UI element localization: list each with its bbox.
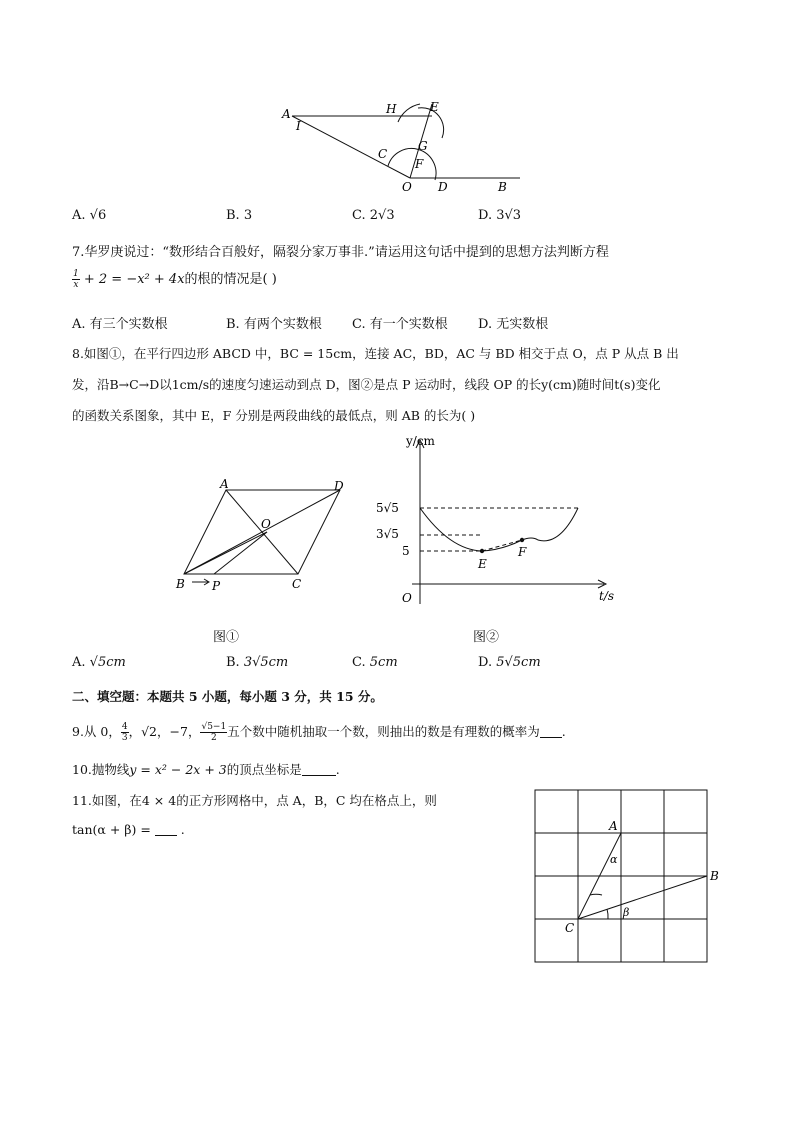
q9-prefix: 9.从 0，: [72, 724, 121, 739]
q10-suffix: 的顶点坐标是: [226, 762, 302, 777]
arc-cd: [388, 148, 436, 180]
q11-end: .: [180, 822, 185, 837]
y-axis-label: y/cm: [406, 434, 435, 448]
option-letter: B.: [226, 655, 240, 670]
q11-expression: tan(α + β) =: [72, 822, 151, 837]
q7-fraction: [72, 269, 80, 290]
frac-num: √5−1: [201, 722, 227, 732]
q7-option-d[interactable]: [478, 313, 548, 332]
q6-option-a[interactable]: [72, 208, 106, 223]
label-h: H: [386, 102, 397, 116]
label-e: E: [478, 557, 487, 571]
label-a: A: [220, 477, 229, 491]
label-f: F: [518, 545, 527, 559]
option-value: 3: [243, 208, 253, 223]
x-axis-label: t/s: [599, 589, 615, 603]
q11-grid-figure: [530, 786, 730, 968]
label-d: D: [334, 479, 344, 493]
option-value: 3√5cm: [243, 655, 289, 670]
frac-den: 3: [121, 733, 128, 743]
q8-option-a[interactable]: [72, 655, 126, 670]
q7-option-b[interactable]: [226, 313, 322, 332]
q8-figure-1: [170, 476, 360, 596]
angle-beta-arc: [607, 909, 608, 919]
option-letter: D.: [478, 655, 493, 670]
q10-end: .: [335, 762, 340, 777]
label-i: I: [296, 119, 301, 133]
option-letter: D.: [478, 317, 493, 332]
label-f: F: [415, 157, 424, 171]
segment-cb: [578, 876, 707, 919]
section-2-heading: 二、填空题：本题共 5 小题，每小题 3 分，共 15 分。: [72, 689, 383, 704]
q9-fraction-1: [121, 722, 129, 743]
label-e: E: [430, 100, 439, 114]
q11-stem-line2: [72, 822, 185, 837]
q7-tail: 的根的情况是( ): [184, 272, 277, 287]
q6-option-d[interactable]: [478, 208, 521, 223]
label-b: B: [176, 577, 185, 591]
q6-figure: [270, 94, 530, 198]
point-e: [480, 549, 484, 553]
option-letter: A.: [72, 655, 86, 670]
label-g: G: [418, 139, 428, 153]
diagonal-bd: [184, 490, 340, 574]
option-value: 5√5cm: [496, 655, 541, 670]
option-text: 有一个实数根: [369, 317, 448, 332]
option-value: 5cm: [369, 655, 398, 670]
y-tick-5: 5: [402, 544, 410, 558]
q10-prefix: 10.抛物线: [72, 762, 130, 777]
q10-stem: [72, 760, 340, 778]
label-b: B: [498, 180, 507, 194]
label-beta: β: [623, 906, 630, 919]
graph-curve: [420, 508, 578, 551]
label-b: B: [710, 869, 719, 883]
y-tick-3root5: 3√5: [376, 527, 399, 541]
guide-ef: [482, 540, 522, 551]
arc-h: [398, 104, 420, 122]
option-letter: C.: [352, 317, 366, 332]
option-letter: B.: [226, 208, 240, 223]
label-a: A: [282, 107, 291, 121]
option-value: 3√3: [496, 208, 522, 223]
q10-answer-blank[interactable]: [302, 763, 336, 776]
option-text: 有三个实数根: [89, 317, 168, 332]
frac-num: 4: [121, 722, 128, 732]
label-a: A: [609, 819, 618, 833]
option-letter: B.: [226, 317, 240, 332]
grid-lines: [535, 790, 707, 962]
q7-option-a[interactable]: [72, 313, 168, 332]
option-letter: A.: [72, 208, 86, 223]
frac-num: 1: [73, 269, 79, 279]
option-value: √5cm: [89, 655, 126, 670]
frac-den: x: [73, 280, 79, 290]
label-d: D: [438, 180, 448, 194]
q8-fig1-caption: 图①: [213, 630, 240, 645]
origin-label: O: [402, 591, 412, 605]
segment-po: [184, 532, 267, 574]
q9-mid: ，√2，−7，: [128, 724, 201, 739]
q11-answer-blank[interactable]: [155, 823, 177, 836]
q8-figure-2: [372, 432, 622, 610]
option-letter: C.: [352, 208, 366, 223]
q7-option-c[interactable]: [352, 313, 448, 332]
angle-alpha-arc: [590, 894, 602, 895]
label-c: C: [565, 921, 575, 935]
label-c: C: [378, 147, 388, 161]
option-text: 无实数根: [496, 317, 549, 332]
frac-den: 2: [210, 733, 217, 743]
q8-stem-line2: 发，沿B→C→D以1cm/s的速度匀速运动到点 D，图②是点 P 运动时，线段 OP 的长y(cm)随时间t(s)变化: [72, 377, 661, 392]
q7-equation: + 2 = −x² + 4x: [83, 272, 185, 287]
q7-stem-line1: 7.华罗庚说过：“数形结合百般好，隔裂分家万事非.”请运用这句话中提到的思想方法判断方程: [72, 245, 609, 260]
point-f: [520, 538, 524, 542]
option-value: 2√3: [369, 208, 395, 223]
q8-option-c[interactable]: [352, 655, 398, 670]
q6-option-b[interactable]: [226, 208, 252, 223]
q9-fraction-2: [200, 722, 227, 743]
label-o: O: [402, 180, 412, 194]
q6-option-c[interactable]: [352, 208, 395, 223]
q9-answer-blank[interactable]: [540, 725, 562, 738]
option-text: 有两个实数根: [243, 317, 322, 332]
option-letter: C.: [352, 655, 366, 670]
label-alpha: α: [610, 853, 618, 866]
segment-ao: [292, 116, 410, 178]
q7-stem-line2: [72, 268, 277, 290]
option-letter: D.: [478, 208, 493, 223]
label-o: O: [261, 517, 271, 531]
y-tick-5root5: 5√5: [376, 501, 399, 515]
option-value: √6: [89, 208, 107, 223]
q8-stem-line1: 8.如图①，在平行四边形 ABCD 中，BC = 15cm，连接 AC，BD，AC 与 BD 相交于点 O，点 P 从点 B 出: [72, 346, 679, 361]
q8-fig2-caption: 图②: [473, 630, 500, 645]
q9-end: .: [561, 724, 566, 739]
q9-stem: [72, 722, 566, 743]
label-c: C: [292, 577, 302, 591]
q10-equation: y = x² − 2x + 3: [129, 762, 227, 777]
q11-stem-line1: 11.如图，在4 × 4的正方形网格中，点 A，B，C 均在格点上，则: [72, 793, 437, 808]
q8-option-d[interactable]: [478, 655, 541, 670]
label-p: P: [212, 579, 221, 593]
option-letter: A.: [72, 317, 86, 332]
q8-option-b[interactable]: [226, 655, 288, 670]
q8-stem-line3: 的函数关系图象，其中 E，F 分别是两段曲线的最低点，则 AB 的长为( ): [72, 408, 476, 423]
q9-suffix: 五个数中随机抽取一个数，则抽出的数是有理数的概率为: [227, 724, 540, 739]
